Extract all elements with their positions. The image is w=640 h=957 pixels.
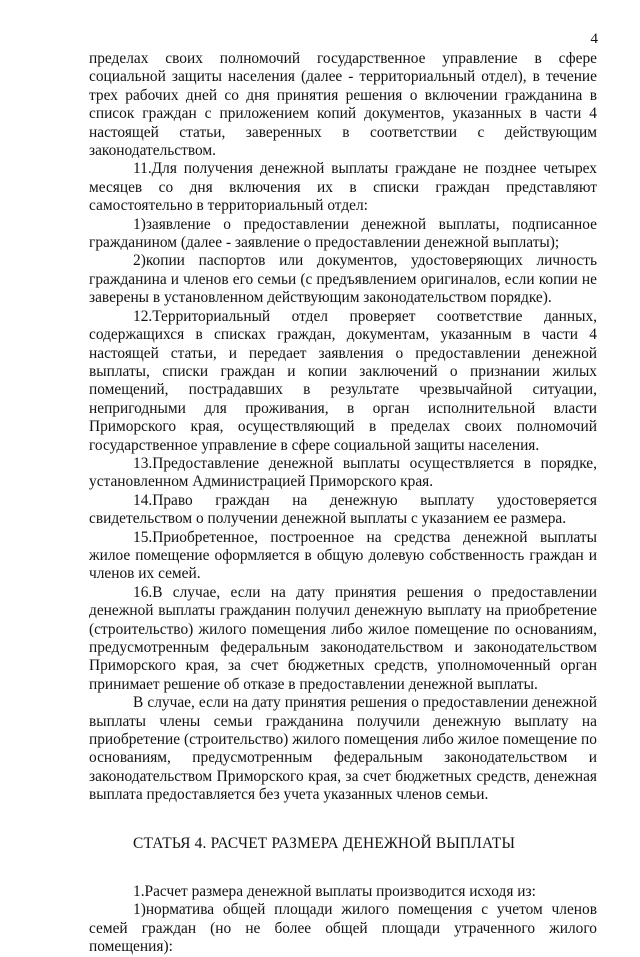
paragraph-continuation: пределах своих полномочий государственное управление в сфере социальной защиты населения (далее - территориальный отдел), в течение трех рабочих дней со дня принятия решения о включении гражданина в список граждан с приложением копий документов, указанных в части 4 настоящей статьи, заверенных в соответствии с действующим законодательством. bbox=[89, 50, 597, 160]
paragraph-item-16: 16.В случае, если на дату принятия решения о предоставлении денежной выплаты гражданин получил денежную выплату на приобретение (строительство) жилого помещения либо жилое помещение по основаниям, предусмотренным федеральным законодательством и законодательством Приморского края, за счет бюджетных средств, уполномоченный орган принимает решение об отказе в предоставлении денежной выплаты. bbox=[89, 583, 597, 693]
paragraph-calc-1: 1.Расчет размера денежной выплаты производится исходя из: bbox=[133, 883, 536, 901]
article-heading: СТАТЬЯ 4. РАСЧЕТ РАЗМЕРА ДЕНЕЖНОЙ ВЫПЛАТЫ bbox=[133, 834, 516, 852]
paragraph-item-12: 12.Территориальный отдел проверяет соответствие данных, содержащихся в списках граждан, документам, указанным в части 4 настоящей статьи, и передает заявления о предоставлении денежной выплаты, списки граждан и копии заключений о признании жилых помещений, пострадавших в результате чрезвычайной ситуации, непригодными для проживания, в орган исполнительной власти Приморского края, осуществляющий в пределах своих полномочий государственное управление в сфере социальной защиты населения. bbox=[89, 307, 597, 454]
paragraph-item-11: 11.Для получения денежной выплаты граждане не позднее четырех месяцев со дня включения их в списки граждан представляют самостоятельно в территориальный отдел: bbox=[89, 160, 597, 215]
paragraph-subitem-1: 1)заявление о предоставлении денежной выплаты, подписанное гражданином (далее - заявление о предоставлении денежной выплаты); bbox=[89, 215, 597, 252]
paragraph-item-16-continued: В случае, если на дату принятия решения о предоставлении денежной выплаты члены семьи гражданина получили денежную выплату на приобретение (строительство) жилого помещения либо жилое помещение по основаниям, предусмотренным федеральным законодательством и законодательством Приморского края, за счет бюджетных средств, денежная выплата предоставляется без учета указанных членов семьи. bbox=[89, 694, 597, 804]
paragraph-subitem-2: 2)копии паспортов или документов, удостоверяющих личность гражданина и членов его семьи (с предъявлением оригиналов, если копии не заверены в установленном действующим законодательством порядке). bbox=[89, 252, 597, 307]
document-body bbox=[89, 50, 597, 957]
paragraph-item-14: 14.Право граждан на денежную выплату удостоверяется свидетельством о получении денежной выплаты с указанием ее размера. bbox=[89, 491, 597, 528]
page-number: 4 bbox=[590, 31, 598, 47]
paragraph-item-15: 15.Приобретенное, построенное на средства денежной выплаты жилое помещение оформляется в общую долевую собственность граждан и членов их семей. bbox=[89, 528, 597, 583]
paragraph-item-13: 13.Предоставление денежной выплаты осуществляется в порядке, установленном Администрацией Приморского края. bbox=[89, 454, 597, 491]
paragraph-calc-subitem-1: 1)норматива общей площади жилого помещения с учетом членов семей граждан (но не более общей площади утраченного жилого помещения): bbox=[89, 901, 597, 956]
